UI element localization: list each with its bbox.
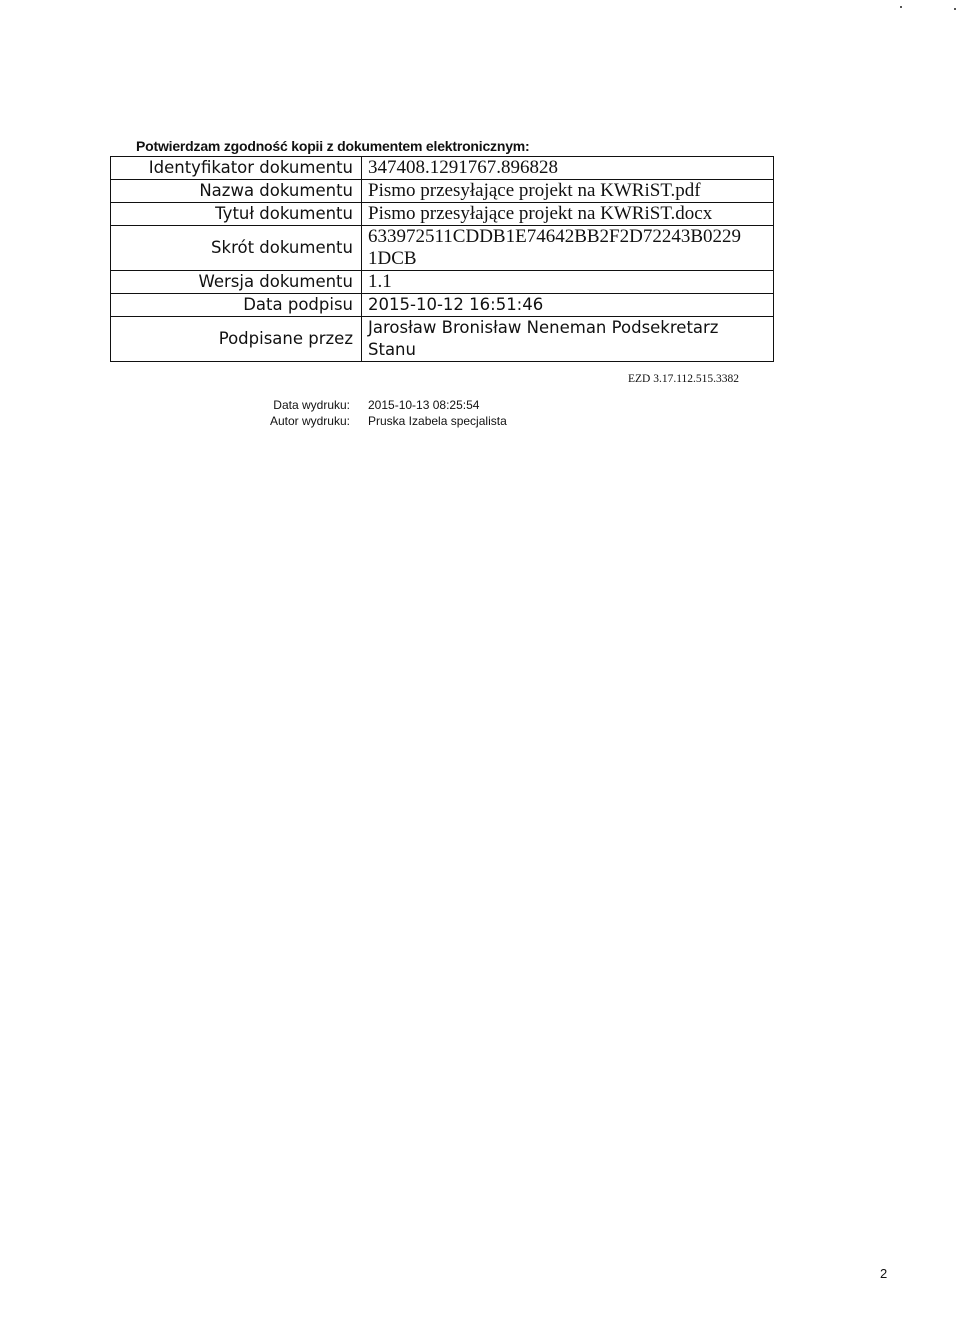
page-number: 2 [880, 1266, 888, 1281]
print-author-label: Autor wydruku: [269, 414, 350, 428]
row-value-document-name: Pismo przesyłające projekt na KWRiST.pdf [362, 180, 774, 203]
ezd-reference: EZD 3.17.112.515.3382 [628, 373, 740, 385]
row-value-document-id: 347408.1291767.896828 [362, 157, 774, 180]
table-row [111, 157, 774, 180]
scan-speck [900, 6, 902, 8]
row-value-signed-by: Jarosław Bronisław Neneman Podsekretarz Stanu [362, 317, 774, 362]
row-label-document-id: Identyfikator dokumentu [111, 157, 362, 180]
row-value-document-version: 1.1 [362, 271, 774, 294]
row-label-signed-by: Podpisane przez [111, 317, 362, 362]
table-row [111, 294, 774, 317]
row-label-document-version: Wersja dokumentu [111, 271, 362, 294]
document-verification-table [110, 156, 774, 362]
row-label-document-name: Nazwa dokumentu [111, 180, 362, 203]
row-label-document-title: Tytuł dokumentu [111, 203, 362, 226]
print-author-value: Pruska Izabela specjalista [368, 414, 507, 428]
table-row [111, 271, 774, 294]
table-row [111, 317, 774, 362]
table-row [111, 180, 774, 203]
row-value-document-title: Pismo przesyłające projekt na KWRiST.docx [362, 203, 774, 226]
table-row [111, 226, 774, 271]
row-label-signature-date: Data podpisu [111, 294, 362, 317]
row-label-document-hash: Skrót dokumentu [111, 226, 362, 271]
print-date-label: Data wydruku: [273, 398, 350, 412]
scan-speck [954, 8, 956, 10]
print-date-value: 2015-10-13 08:25:54 [368, 398, 480, 412]
hash-value-text: 633972511CDDB1E74642BB2F2D72243B02291DCB [368, 226, 741, 269]
table-row [111, 203, 774, 226]
row-value-document-hash [362, 226, 774, 271]
row-value-signature-date: 2015-10-12 16:51:46 [362, 294, 774, 317]
confirmation-heading: Potwierdzam zgodność kopii z dokumentem elektronicznym: [136, 138, 530, 154]
